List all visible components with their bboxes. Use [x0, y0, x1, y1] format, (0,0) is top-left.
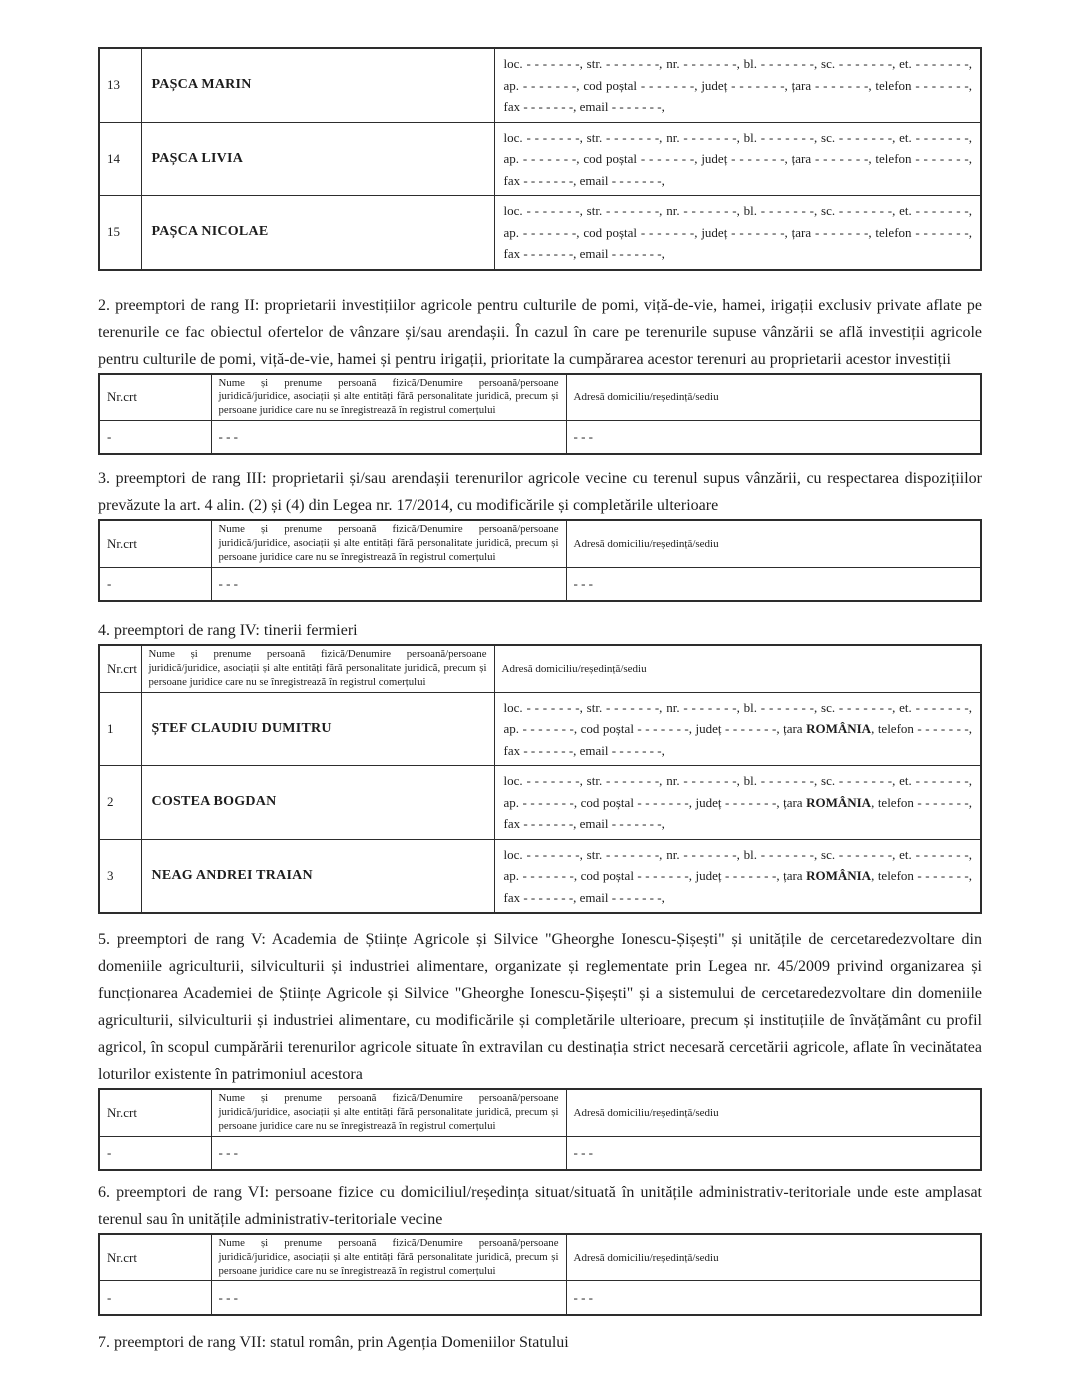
header-nr-cell: Nr.crt [99, 374, 211, 421]
address-cell [494, 839, 981, 913]
table-row [99, 122, 981, 196]
placeholder-name-cell: - - - [211, 1281, 566, 1315]
rank4-table [98, 644, 982, 914]
header-name-cell: Nume și prenume persoană fizică/Denumire persoană/persoane juridică/juridice, asociații și alte entități fără personalitate juridică, precum și persoane juridice care nu se înregistrează în registrul comerțului [211, 374, 566, 421]
header-nr-cell: Nr.crt [99, 1234, 211, 1281]
preemptor-name-cell: NEAG ANDREI TRAIAN [141, 839, 494, 913]
address-prefix: loc. - - - - - - -, str. - - - - - - -, nr. - - - - - - -, bl. - - - - - - -, sc. - - - - - - -, et. - - - - - - -, ap. - - - - - - -, cod poștal - - - - - - -, județ - - - - - - -, țara [503, 773, 972, 810]
preemptor-name-cell: COSTEA BOGDAN [141, 766, 494, 840]
preemptor-name-cell: PAȘCA NICOLAE [141, 196, 494, 270]
placeholder-row [99, 420, 981, 454]
rank3-empty-table [98, 519, 982, 602]
placeholder-nr-cell: - [99, 420, 211, 454]
header-name-cell: Nume și prenume persoană fizică/Denumire persoană/persoane juridică/juridice, asociații și alte entități fără personalitate juridică, precum și persoane juridice care nu se înregistrează în registrul comerțului [141, 645, 494, 692]
country-value: ROMÂNIA [806, 794, 872, 810]
row-number-cell: 3 [99, 839, 141, 913]
rank1-continuation-table [98, 47, 982, 271]
address-cell [494, 692, 981, 766]
address-suffix: , telefon - - - - - - -, fax - - - - - - -, email - - - - - - -, [503, 721, 972, 758]
rank5-empty-table [98, 1088, 982, 1171]
table-header-row [99, 645, 981, 692]
row-number-cell: 1 [99, 692, 141, 766]
table-row [99, 692, 981, 766]
header-address-cell: Adresă domiciliu/reședință/sediu [566, 520, 981, 567]
row-number-cell: 2 [99, 766, 141, 840]
placeholder-name-cell: - - - [211, 1136, 566, 1170]
preemptor-name-cell: ȘTEF CLAUDIU DUMITRU [141, 692, 494, 766]
placeholder-nr-cell: - [99, 567, 211, 601]
header-address-cell: Adresă domiciliu/reședință/sediu [566, 1234, 981, 1281]
placeholder-row [99, 1281, 981, 1315]
header-address-cell: Adresă domiciliu/reședință/sediu [566, 374, 981, 421]
address-cell: loc. - - - - - - -, str. - - - - - - -, nr. - - - - - - -, bl. - - - - - - -, sc. - - - - - - -, et. - - - - - - -, ap. - - - - - - -, cod poștal - - - - - - -, județ - - - - - - -, țara - - - - - - -, telefon - - - - - - -, fax - - - - - - -, email - - - - - - -, [494, 196, 981, 270]
header-nr-cell: Nr.crt [99, 520, 211, 567]
paragraph-rank5: 5. preemptori de rang V: Academia de Științe Agricole și Silvice "Gheorghe Ionescu-Șișești" și unitățile de cercetaredezvoltare din domeniile agriculturii, silviculturii și industriei alimentare, organizate și reglementate prin Legea nr. 45/2009 privind organizarea și funcționarea Academiei de Științe Agricole și Silvice "Gheorghe Ionescu-Șișești" și a sistemului de cercetaredezvoltare din domeniile agriculturii, silviculturii și industriei alimentare, cu modificările și completările ulterioare, precum și instituțiile de învățământ cu profil agricol, în scopul cumpărării terenurilor agricole situate în extravilan cu destinația strict necesară cercetării agricole, aflate în vecinătatea loturilor existente în patrimoniul acestora [98, 931, 982, 1084]
table-header-row [99, 374, 981, 421]
header-nr-cell: Nr.crt [99, 645, 141, 692]
placeholder-nr-cell: - [99, 1281, 211, 1315]
country-value: ROMÂNIA [806, 721, 872, 737]
placeholder-name-cell: - - - [211, 420, 566, 454]
address-suffix: , telefon - - - - - - -, fax - - - - - - -, email - - - - - - -, [503, 794, 972, 832]
table-header-row [99, 1089, 981, 1136]
placeholder-name-cell: - - - [211, 567, 566, 601]
table-row [99, 839, 981, 913]
placeholder-row [99, 1136, 981, 1170]
rank2-empty-table [98, 373, 982, 456]
placeholder-address-cell: - - - [566, 1136, 981, 1170]
table-header-row [99, 520, 981, 567]
table-row [99, 196, 981, 270]
placeholder-address-cell: - - - [566, 567, 981, 601]
table-row [99, 766, 981, 840]
row-number-cell: 14 [99, 122, 141, 196]
header-address-cell: Adresă domiciliu/reședință/sediu [494, 645, 981, 692]
placeholder-address-cell: - - - [566, 420, 981, 454]
preemptor-name-cell: PAȘCA MARIN [141, 48, 494, 122]
address-prefix: loc. - - - - - - -, str. - - - - - - -, nr. - - - - - - -, bl. - - - - - - -, sc. - - - - - - -, et. - - - - - - -, ap. - - - - - - -, cod poștal - - - - - - -, județ - - - - - - -, țara [503, 699, 972, 737]
address-cell: loc. - - - - - - -, str. - - - - - - -, nr. - - - - - - -, bl. - - - - - - -, sc. - - - - - - -, et. - - - - - - -, ap. - - - - - - -, cod poștal - - - - - - -, județ - - - - - - -, țara - - - - - - -, telefon - - - - - - -, fax - - - - - - -, email - - - - - - -, [494, 122, 981, 196]
address-prefix: loc. - - - - - - -, str. - - - - - - -, nr. - - - - - - -, bl. - - - - - - -, sc. - - - - - - -, et. - - - - - - -, ap. - - - - - - -, cod poștal - - - - - - -, județ - - - - - - -, țara [503, 846, 972, 884]
address-suffix: , telefon - - - - - - -, fax - - - - - - -, email - - - - - - -, [503, 868, 972, 905]
paragraph-rank3: 3. preemptori de rang III: proprietarii și/sau arendașii terenurilor agricole vecine cu terenul supus vânzării, cu respectarea dispozițiilor prevăzute la art. 4 alin. (2) și (4) din Legea nr. 17/2014, cu modificările și completările ulterioare [98, 470, 982, 515]
address-cell [494, 766, 981, 840]
paragraph-rank7: 7. preemptori de rang VII: statul român, prin Agenția Domeniilor Statului [98, 1333, 569, 1351]
table-header-row [99, 1234, 981, 1281]
rank6-empty-table [98, 1233, 982, 1316]
country-value: ROMÂNIA [806, 868, 872, 884]
heading-rank4: 4. preemptori de rang IV: tinerii fermieri [98, 622, 358, 640]
header-nr-cell: Nr.crt [99, 1089, 211, 1136]
placeholder-row [99, 567, 981, 601]
preemptor-name-cell: PAȘCA LIVIA [141, 122, 494, 196]
row-number-cell: 13 [99, 48, 141, 122]
placeholder-address-cell: - - - [566, 1281, 981, 1315]
address-cell: loc. - - - - - - -, str. - - - - - - -, nr. - - - - - - -, bl. - - - - - - -, sc. - - - - - - -, et. - - - - - - -, ap. - - - - - - -, cod poștal - - - - - - -, județ - - - - - - -, țara - - - - - - -, telefon - - - - - - -, fax - - - - - - -, email - - - - - - -, [494, 48, 981, 122]
row-number-cell: 15 [99, 196, 141, 270]
header-name-cell: Nume și prenume persoană fizică/Denumire persoană/persoane juridică/juridice, asociații și alte entități fără personalitate juridică, precum și persoane juridice care nu se înregistrează în registrul comerțului [211, 520, 566, 567]
placeholder-nr-cell: - [99, 1136, 211, 1170]
header-address-cell: Adresă domiciliu/reședință/sediu [566, 1089, 981, 1136]
paragraph-rank2: 2. preemptori de rang II: proprietarii investițiilor agricole pentru culturile de pomi, viță-de-vie, hamei, irigații exclusiv private aflate pe terenurile ce fac obiectul ofertelor de vânzare și/sau arendașii. În cazul în care pe terenurile supuse vânzării se află investiții agricole pentru culturile de pomi, viță-de-vie, hamei și pentru irigații, prioritate la cumpărarea acestor terenuri au proprietarii acestor investiții [98, 296, 982, 368]
header-name-cell: Nume și prenume persoană fizică/Denumire persoană/persoane juridică/juridice, asociații și alte entități fără personalitate juridică, precum și persoane juridice care nu se înregistrează în registrul comerțului [211, 1234, 566, 1281]
table-row [99, 48, 981, 122]
paragraph-rank6: 6. preemptori de rang VI: persoane fizice cu domiciliul/reședința situat/situată în unitățile administrativ-teritoriale unde este amplasat terenul sau în unitățile administrativ-teritoriale vecine [98, 1184, 982, 1229]
header-name-cell: Nume și prenume persoană fizică/Denumire persoană/persoane juridică/juridice, asociații și alte entități fără personalitate juridică, precum și persoane juridice care nu se înregistrează în registrul comerțului [211, 1089, 566, 1136]
